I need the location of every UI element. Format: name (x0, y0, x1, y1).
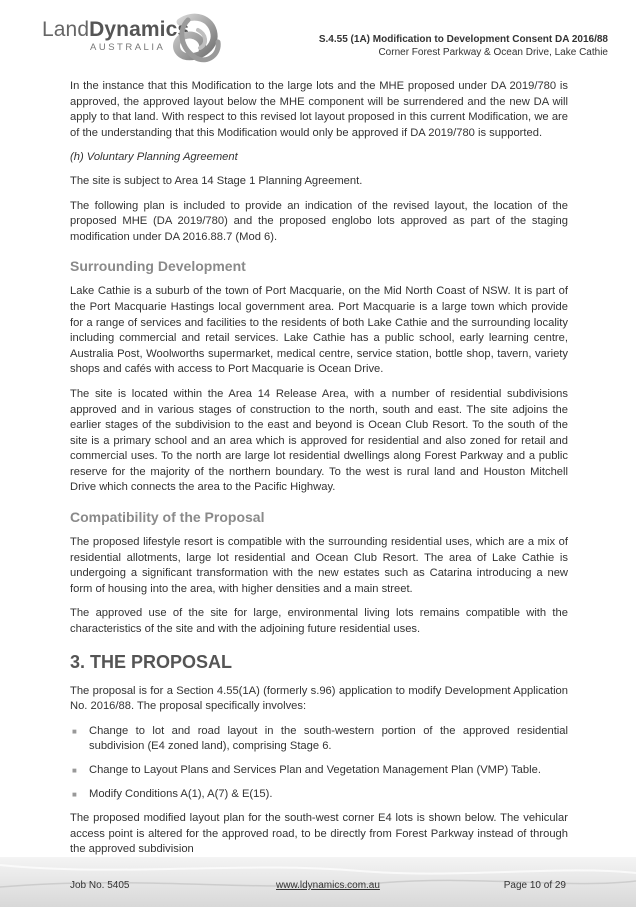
bullet-square-icon: ■ (72, 789, 77, 799)
paragraph: The site is located within the Area 14 Release Area, with a number of residential subdivisions approved and in various stages of construction to the north, south and east. The site adjoins the earlier stages of the subdivision to the east and beyond is Ocean Club Resort. To the south of the site is a primary school and an area which is approved for residential and also zoned for retail and commercial uses. To the north are large lot residential dwellings along Forest Parkway and a public reserve for the majority of the northern boundary. To the west is rural land and Houston Mitchell Drive which connects the area to the Pacific Highway. (70, 387, 568, 494)
document-subtitle: Corner Forest Parkway & Ocean Drive, Lake Cathie (378, 47, 608, 58)
page-footer (0, 857, 636, 907)
list-item: ■ Change to Layout Plans and Services Plan and Vegetation Management Plan (VMP) Table. (70, 763, 568, 779)
paragraph: The proposed lifestyle resort is compatible with the surrounding residential uses, which are a mix of residential allotments, large lot residential and Ocean Club Resort. The area of Lake Cathie is undergoing a significant transformation with the new estates such as Catarina introducing a new form of housing into the area, with higher densities and a main street. (70, 536, 568, 595)
section-heading-surrounding: Surrounding Development (70, 258, 246, 275)
proposal-list (70, 724, 568, 802)
list-item: ■ Modify Conditions A(1), A(7) & E(15). (70, 787, 568, 803)
paragraph: The site is subject to Area 14 Stage 1 Planning Agreement. (70, 174, 363, 187)
page-number: Page 10 of 29 (503, 880, 566, 891)
page-content (70, 79, 568, 867)
job-number: Job No. 5405 (70, 880, 130, 891)
logo-knot-icon (168, 12, 226, 68)
logo-subtitle: AUSTRALIA (90, 42, 166, 53)
document-title: S.4.55 (1A) Modification to Development Consent DA 2016/88 (318, 34, 608, 45)
document-header-info (319, 33, 608, 59)
paragraph: In the instance that this Modification to the large lots and the MHE proposed under DA 2019/780 is approved, the approved layout below the MHE component will be surrendered and the new DA will apply to that land. With respect to this revised lot layout proposed in this current Modification, we are of the understanding that this Modification would only be approved if DA 2019/780 is supported. (70, 80, 568, 139)
subheading-vpa: (h) Voluntary Planning Agreement (70, 151, 238, 164)
bullet-square-icon: ■ (72, 726, 77, 736)
logo-name-bold: Dynamics (89, 18, 190, 41)
section-heading-proposal: 3. THE PROPOSAL (70, 651, 233, 672)
website-link[interactable]: www.ldynamics.com.au (276, 880, 380, 891)
logo-name-regular: Land (42, 18, 90, 41)
bullet-square-icon: ■ (72, 766, 77, 775)
section-heading-compatibility: Compatibility of the Proposal (70, 509, 265, 526)
paragraph: The following plan is included to provide an indication of the revised layout, the location of the proposed MHE (DA 2019/780) and the proposed englobo lots approved as part of the staging modification under DA 2016.88.7 (Mod 6). (70, 199, 568, 243)
page-header (0, 0, 636, 75)
paragraph: The approved use of the site for large, environmental living lots remains compatible with the characteristics of the site and with the adjoining future residential uses. (70, 607, 568, 636)
paragraph: The proposed modified layout plan for the south-west corner E4 lots is shown below. The vehicular access point is altered for the approved road, to be directly from Forest Parkway instead of through the approved subdivision (70, 812, 568, 856)
paragraph: Lake Cathie is a suburb of the town of Port Macquarie, on the Mid North Coast of NSW. It is part of the Port Macquarie Hastings local government area. Port Macquarie is a large town which provide for a range of services and facilities to the residents of both Lake Cathie and the surrounding locality including commercial and retail services. Lake Cathie has a public school, early learning centre, Australia Post, Woolworths supermarket, medical centre, service station, bottle shop, tavern, variety shops and cafés with access to Port Macquarie is Ocean Drive. (70, 285, 568, 376)
list-item: ■ Change to lot and road layout in the south-western portion of the approved residential subdivision (E4 zoned land), comprising Stage 6. (72, 724, 568, 753)
paragraph: The proposal is for a Section 4.55(1A) (formerly s.96) application to modify Development Application No. 2016/88. The proposal specifically involves: (70, 684, 568, 713)
